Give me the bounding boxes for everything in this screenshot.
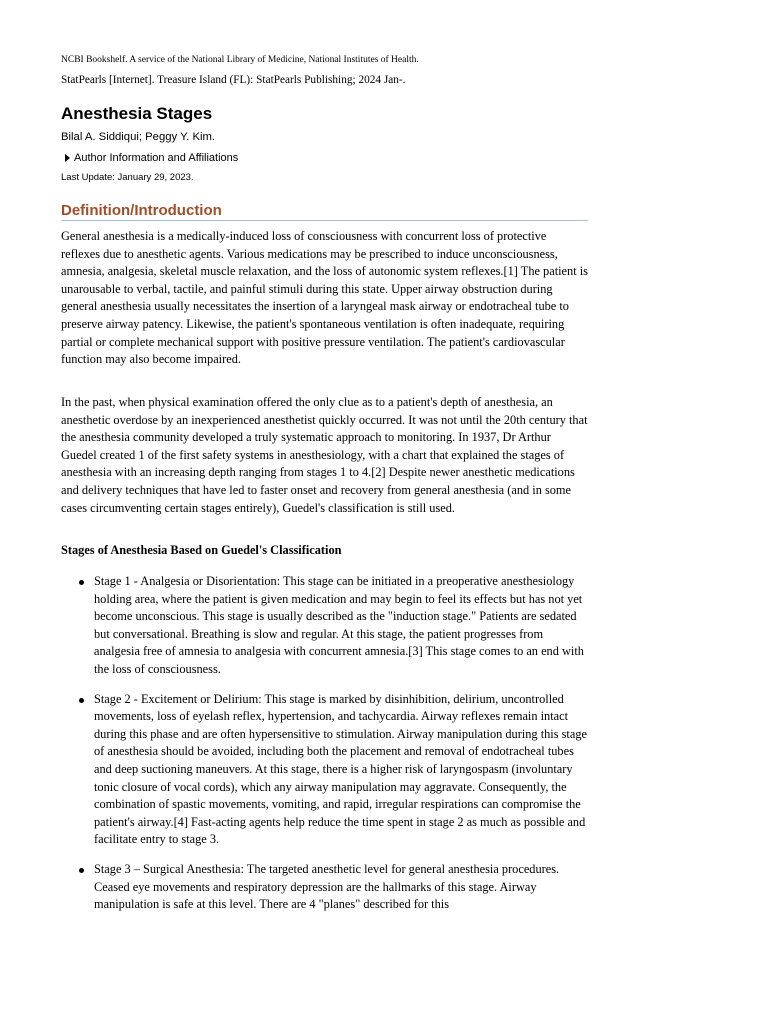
caret-right-icon — [65, 154, 70, 162]
citation-line: StatPearls [Internet]. Treasure Island (FL): StatPearls Publishing; 2024 Jan-. — [61, 74, 406, 86]
authors: Bilal A. Siddiqui; Peggy Y. Kim. — [61, 131, 216, 143]
list-item — [61, 573, 588, 679]
stage-text: Stage 1 - Analgesia or Disorientation: This stage can be initiated in a preoperative anesthesiology holding area, where the patient is given medication and may begin to feel its effects but has not yet become unconscious. This stage is usually described as the "induction stage." Patients are sedated but conversational. Breathing is slow and regular. At this stage, the patient progresses from analgesia free of amnesia to analgesia with concurrent amnesia.[3] This stage comes to an end with the loss of consciousness. — [94, 574, 584, 676]
page-title: Anesthesia Stages — [61, 104, 213, 123]
author-affiliations-toggle[interactable] — [65, 152, 238, 164]
list-item — [61, 861, 588, 914]
stage-text: Stage 2 - Excitement or Delirium: This stage is marked by disinhibition, delirium, uncontrolled movements, loss of eyelash reflex, hypertension, and tachycardia. Airway reflexes remain intact during this phase and are often hypersensitive to stimulation. Airway manipulation during this stage of anesthesia should be avoided, including both the placement and removal of endotracheal tubes and deep suctioning maneuvers. At this stage, there is a higher risk of laryngospasm (involuntary tonic closure of vocal cords), which any airway manipulation may aggravate. Consequently, the combination of spastic movements, vomiting, and rapid, irregular respirations can compromise the patient's airway.[4] Fast-acting agents help reduce the time spent in stage 2 as much as possible and facilitate entry to stage 3. — [94, 691, 587, 847]
stages-list — [61, 573, 588, 926]
stage-text: Stage 3 – Surgical Anesthesia: The targeted anesthetic level for general anesthesia procedures. Ceased eye movements and respiratory depression are the hallmarks of this stage. Airway manipulation is safe at this level. There are 4 "planes" described for this — [94, 861, 560, 912]
author-affiliations-label: Author Information and Affiliations — [74, 152, 239, 164]
section-subheading: Stages of Anesthesia Based on Guedel's Classification — [61, 543, 342, 557]
paragraph: General anesthesia is a medically-induced loss of consciousness with concurrent loss of protective reflexes due to anesthetic agents. Various medications may be prescribed to induce unconsciousness, amnesia, analgesia, skeletal muscle relaxation, and the loss of autonomic system reflexes.[1] The patient is unarousable to verbal, tactile, and painful stimuli during this state. Upper airway obstruction during general anesthesia usually necessitates the insertion of a laryngeal mask airway or endotracheal tube to preserve airway patency. Likewise, the patient's spontaneous ventilation is often inadequate, requiring partial or complete mechanical support with positive pressure ventilation. The patient's cardiovascular function may also become impaired. — [61, 229, 588, 367]
section-heading: Definition/Introduction — [61, 202, 588, 221]
ncbi-bookshelf-line: NCBI Bookshelf. A service of the National Library of Medicine, National Institutes of Health. — [61, 55, 419, 65]
bullet-icon — [79, 698, 84, 703]
list-item — [61, 691, 588, 849]
last-update: Last Update: January 29, 2023. — [61, 172, 194, 183]
bullet-icon — [79, 868, 84, 873]
bullet-icon — [79, 580, 84, 585]
paragraph: In the past, when physical examination offered the only clue as to a patient's depth of anesthesia, an anesthetic overdose by an inexperienced anesthetist quickly occurred. It was not until the 20th century that the anesthesia community developed a truly systematic approach to monitoring. In 1937, Dr Arthur Guedel created 1 of the first safety systems in anesthesiology, with a chart that explained the stages of anesthesia with an increasing depth ranging from stages 1 to 4.[2] Despite newer anesthetic medications and delivery techniques that have led to faster onset and recovery from general anesthesia (and in some cases circumventing certain stages entirely), Guedel's classification is still used. — [61, 395, 588, 515]
